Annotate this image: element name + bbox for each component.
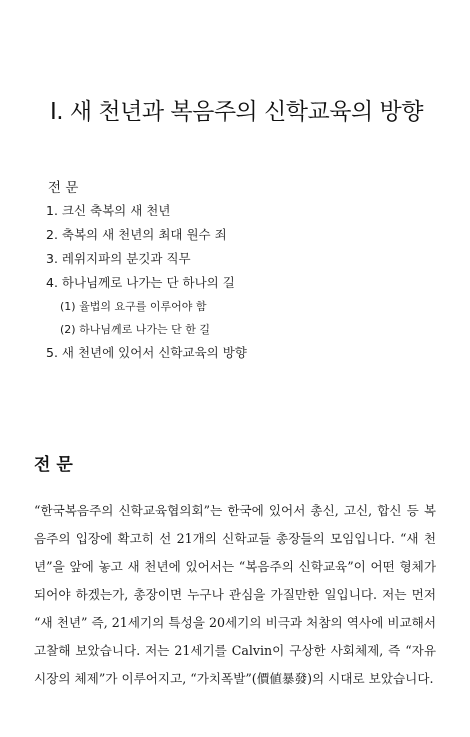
toc-item-2: 2. 축복의 새 천년의 최대 원수 죄 — [46, 227, 227, 242]
body-paragraph: “한국복음주의 신학교육협의회”는 한국에 있어서 총신, 고신, 합신 등 복음주의 입장에 확고히 선 21개의 신학교들 총장들의 모임입니다. “새 천년”을 앞에 놓고 새 천년에 있어서는 “복음주의 신학교육”이 어떤 형체가 되어야 하겠는가, 총장이면 누구나 관심을 가질만한 일입니다. 저는 먼저 “새 천년” 즉, 21세기의 특성을 20세기의 비극과 처참의 역사에 비교해서 고찰해 보았습니다. 저는 21세기를 Calvin이 구상한 사회체제, 즉 “자유시장의 체제”가 이루어지고, “가치폭발”(價値暴發)의 시대로 보았습니다. — [34, 503, 436, 686]
toc-item-4: 4. 하나님께로 나가는 단 하나의 길 — [46, 275, 235, 290]
toc-item-1: 1. 크신 축복의 새 천년 — [46, 203, 171, 218]
section-heading: 전 문 — [34, 455, 73, 475]
toc-item-3: 3. 레위지파의 분깃과 직무 — [46, 251, 191, 266]
toc-heading: 전 문 — [48, 180, 79, 196]
table-of-contents — [46, 177, 446, 365]
toc-subitem-2: (2) 하나님께로 나가는 단 한 길 — [60, 323, 210, 336]
toc-item-5: 5. 새 천년에 있어서 신학교육의 방향 — [46, 345, 247, 360]
toc-subitem-1: (1) 율법의 요구를 이루어야 함 — [60, 300, 207, 313]
chapter-title: Ⅰ. 새 천년과 복음주의 신학교육의 방향 — [50, 99, 423, 125]
